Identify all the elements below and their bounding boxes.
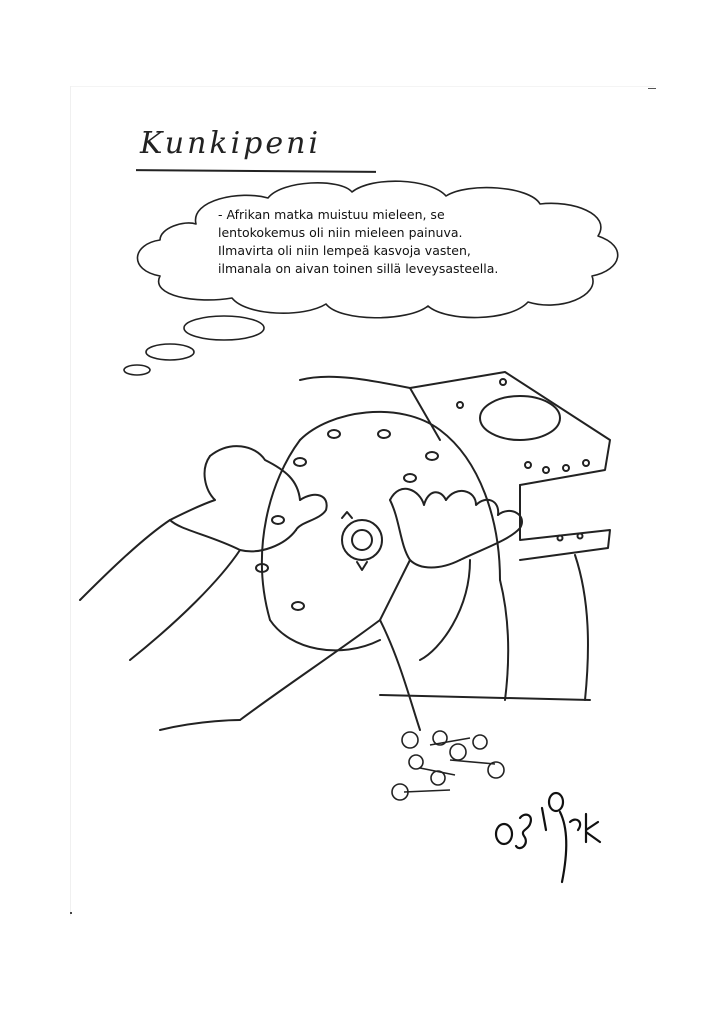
thought-line: - Afrikan matka muistuu mieleen, se — [218, 207, 445, 222]
comic-title: Kunkipeni — [140, 126, 322, 161]
thought-line: ilmanala on aivan toinen sillä leveysasteella. — [218, 261, 499, 276]
thought-line: Ilmavirta oli niin lempeä kasvoja vasten, — [218, 243, 471, 258]
artist-signature-icon — [490, 772, 620, 892]
thought-line: lentokokemus oli niin mieleen painuva. — [218, 225, 463, 240]
